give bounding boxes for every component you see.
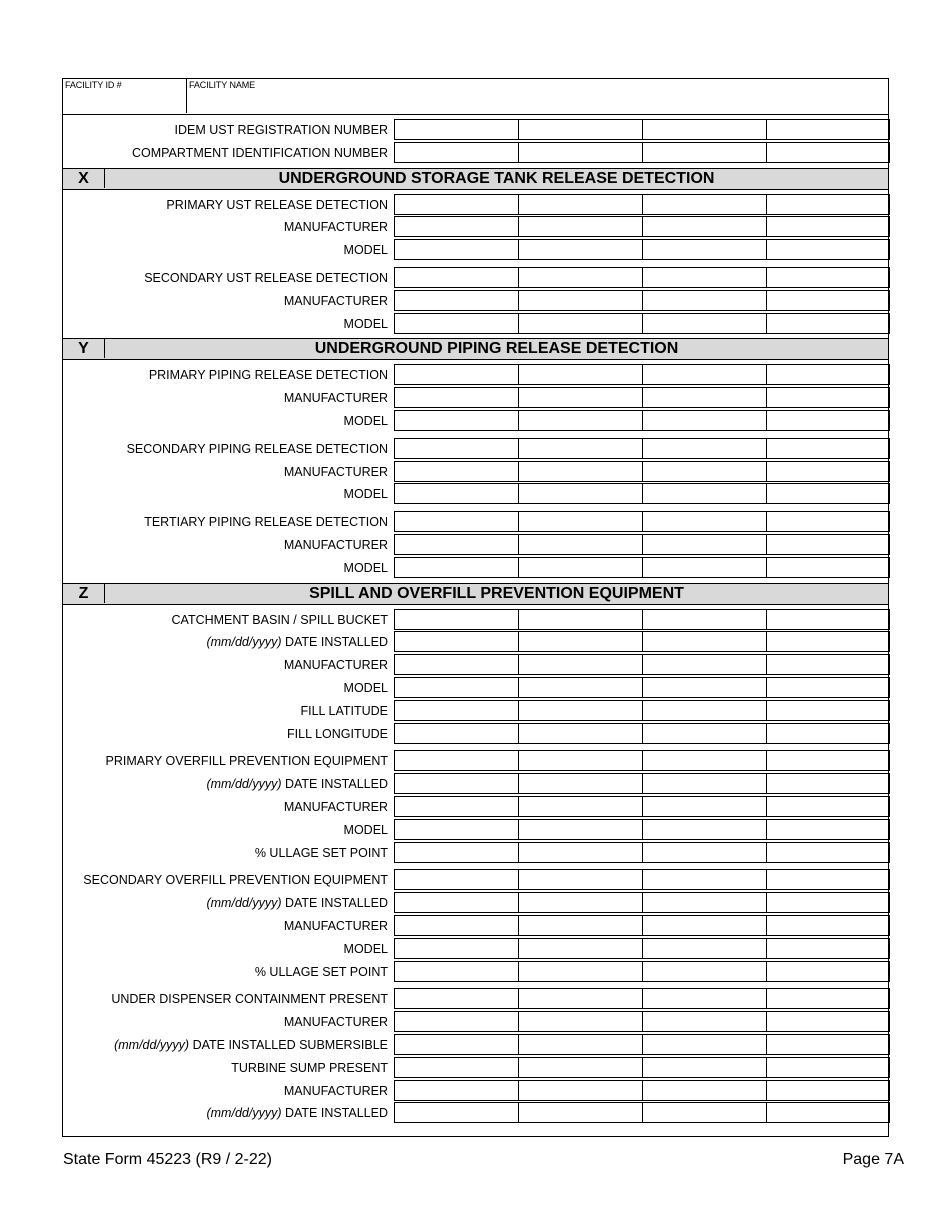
top-row-1-cell-1[interactable] xyxy=(394,119,519,140)
row-z-1-6-cell-3[interactable] xyxy=(642,723,767,744)
row-z-1-5-label xyxy=(300,704,388,718)
row-x-1-1-cell-1[interactable] xyxy=(394,194,519,215)
row-y-1-2-cell-3[interactable] xyxy=(642,387,767,408)
row-z-3-1-cell-1[interactable] xyxy=(394,869,519,890)
row-z-2-5-label xyxy=(255,846,388,860)
row-z-1-5-cell-4[interactable] xyxy=(766,700,890,721)
row-z-1-2-label xyxy=(206,635,388,649)
section-title: UNDERGROUND STORAGE TANK RELEASE DETECTION xyxy=(278,169,715,187)
row-x-1-2-cell-4[interactable] xyxy=(766,216,890,237)
row-z-2-3-cell-3[interactable] xyxy=(642,796,767,817)
row-y-2-1-cell-2[interactable] xyxy=(518,438,643,459)
row-z-4-1-cell-3[interactable] xyxy=(642,988,767,1009)
row-x-1-3-label xyxy=(344,243,388,257)
row-z-4-5-cell-2[interactable] xyxy=(518,1080,643,1101)
row-x-1-3-cell-1[interactable] xyxy=(394,239,519,260)
row-y-1-2-cell-2[interactable] xyxy=(518,387,643,408)
row-x-1-2-text: MANUFACTURER xyxy=(283,220,388,235)
date-format-hint: (mm/dd/yyyy) xyxy=(206,1106,282,1121)
row-x-1-2-cell-3[interactable] xyxy=(642,216,767,237)
row-x-2-1-text: SECONDARY UST RELEASE DETECTION xyxy=(144,271,388,285)
row-z-4-6-cell-1[interactable] xyxy=(394,1102,519,1123)
row-z-1-2-cell-2[interactable] xyxy=(518,631,643,652)
row-z-3-4-cell-2[interactable] xyxy=(518,938,643,959)
row-x-1-1-cell-2[interactable] xyxy=(518,194,643,215)
row-z-4-1-label xyxy=(111,992,388,1006)
row-z-4-4-text: TURBINE SUMP PRESENT xyxy=(231,1060,388,1075)
row-z-1-3-cell-1[interactable] xyxy=(394,654,519,675)
row-z-1-3-label xyxy=(284,658,388,672)
row-x-2-2-cell-2[interactable] xyxy=(518,290,643,311)
row-y-2-2-cell-1[interactable] xyxy=(394,461,519,482)
row-y-1-2-label xyxy=(284,391,388,405)
row-z-1-6-cell-1[interactable] xyxy=(394,723,519,744)
row-x-2-2-cell-1[interactable] xyxy=(394,290,519,311)
page-number: Page 7A xyxy=(842,1151,904,1168)
row-z-1-1-cell-4[interactable] xyxy=(766,609,890,630)
row-z-4-4-label xyxy=(231,1061,388,1075)
row-y-1-1-cell-4[interactable] xyxy=(766,364,890,385)
row-x-1-1-label xyxy=(166,198,388,212)
row-z-1-2-text: DATE INSTALLED xyxy=(281,635,388,650)
row-z-1-6-cell-2[interactable] xyxy=(518,723,643,744)
row-z-3-4-cell-4[interactable] xyxy=(766,938,890,959)
row-y-2-2-cell-3[interactable] xyxy=(642,461,767,482)
row-z-4-5-cell-1[interactable] xyxy=(394,1080,519,1101)
row-z-2-1-label xyxy=(106,754,388,768)
row-y-1-3-cell-1[interactable] xyxy=(394,410,519,431)
row-z-2-4-label xyxy=(344,823,388,837)
row-z-3-1-text: SECONDARY OVERFILL PREVENTION EQUIPMENT xyxy=(83,873,388,888)
row-y-3-3-cell-1[interactable] xyxy=(394,557,519,578)
row-z-4-2-cell-2[interactable] xyxy=(518,1011,643,1032)
row-z-1-5-cell-3[interactable] xyxy=(642,700,767,721)
row-x-2-3-cell-3[interactable] xyxy=(642,313,767,334)
row-z-3-4-label xyxy=(344,942,388,956)
row-x-1-1-cell-3[interactable] xyxy=(642,194,767,215)
top-row-2-cell-3[interactable] xyxy=(642,142,767,163)
row-z-2-4-cell-4[interactable] xyxy=(766,819,890,840)
row-z-3-3-label xyxy=(284,919,388,933)
row-z-1-3-cell-4[interactable] xyxy=(766,654,890,675)
row-z-1-6-text: FILL LONGITUDE xyxy=(287,726,388,741)
row-x-1-2-cell-2[interactable] xyxy=(518,216,643,237)
row-y-2-3-cell-1[interactable] xyxy=(394,483,519,504)
row-z-3-2-cell-4[interactable] xyxy=(766,892,890,913)
row-z-4-3-cell-3[interactable] xyxy=(642,1034,767,1055)
top-row-1-cell-2[interactable] xyxy=(518,119,643,140)
row-z-4-5-text: MANUFACTURER xyxy=(283,1083,388,1098)
row-z-3-2-cell-3[interactable] xyxy=(642,892,767,913)
top-row-2-cell-1[interactable] xyxy=(394,142,519,163)
row-z-4-6-cell-4[interactable] xyxy=(766,1102,890,1123)
row-z-1-3-text: MANUFACTURER xyxy=(283,658,388,673)
row-z-3-4-cell-3[interactable] xyxy=(642,938,767,959)
row-z-1-1-cell-3[interactable] xyxy=(642,609,767,630)
row-z-1-3-cell-2[interactable] xyxy=(518,654,643,675)
row-z-4-6-cell-3[interactable] xyxy=(642,1102,767,1123)
row-y-3-1-label xyxy=(144,515,388,529)
row-z-1-4-cell-3[interactable] xyxy=(642,677,767,698)
row-y-2-2-label xyxy=(284,465,388,479)
row-z-2-1-text: PRIMARY OVERFILL PREVENTION EQUIPMENT xyxy=(105,754,388,769)
facility-header xyxy=(63,79,888,115)
row-y-2-2-text: MANUFACTURER xyxy=(283,464,388,479)
row-z-1-2-cell-4[interactable] xyxy=(766,631,890,652)
row-z-3-5-cell-1[interactable] xyxy=(394,961,519,982)
row-y-1-1-text: PRIMARY PIPING RELEASE DETECTION xyxy=(148,368,388,383)
row-z-1-4-text: MODEL xyxy=(343,681,388,695)
section-title: SPILL AND OVERFILL PREVENTION EQUIPMENT xyxy=(309,584,684,602)
row-z-4-1-cell-1[interactable] xyxy=(394,988,519,1009)
row-y-2-3-cell-3[interactable] xyxy=(642,483,767,504)
row-z-4-4-cell-1[interactable] xyxy=(394,1057,519,1078)
row-x-2-2-label xyxy=(284,294,388,308)
row-z-4-4-cell-4[interactable] xyxy=(766,1057,890,1078)
section-letter: Z xyxy=(63,584,105,603)
row-z-1-4-cell-1[interactable] xyxy=(394,677,519,698)
row-z-1-6-label xyxy=(287,727,388,741)
row-y-1-1-label xyxy=(149,368,388,382)
row-x-2-3-cell-2[interactable] xyxy=(518,313,643,334)
facility-name-label: FACILITY NAME xyxy=(189,80,256,90)
row-z-1-1-text: CATCHMENT BASIN / SPILL BUCKET xyxy=(171,612,388,627)
row-y-3-1-cell-3[interactable] xyxy=(642,511,767,532)
row-y-1-3-cell-2[interactable] xyxy=(518,410,643,431)
row-y-1-1-cell-3[interactable] xyxy=(642,364,767,385)
row-y-3-1-cell-2[interactable] xyxy=(518,511,643,532)
row-z-4-3-label xyxy=(114,1038,388,1052)
row-z-2-3-text: MANUFACTURER xyxy=(283,800,388,814)
row-y-2-2-cell-2[interactable] xyxy=(518,461,643,482)
row-z-1-5-cell-1[interactable] xyxy=(394,700,519,721)
top-row-1-cell-4[interactable] xyxy=(766,119,890,140)
row-z-4-5-label xyxy=(284,1084,388,1098)
top-row-1-cell-3[interactable] xyxy=(642,119,767,140)
row-x-1-3-cell-2[interactable] xyxy=(518,239,643,260)
row-y-1-2-cell-1[interactable] xyxy=(394,387,519,408)
row-z-2-4-cell-3[interactable] xyxy=(642,819,767,840)
row-z-1-1-cell-2[interactable] xyxy=(518,609,643,630)
row-x-1-1-cell-4[interactable] xyxy=(766,194,890,215)
row-z-4-2-label xyxy=(284,1015,388,1029)
row-z-4-4-cell-2[interactable] xyxy=(518,1057,643,1078)
row-z-3-3-text: MANUFACTURER xyxy=(283,919,388,933)
row-z-4-3-cell-4[interactable] xyxy=(766,1034,890,1055)
row-z-4-1-text: UNDER DISPENSER CONTAINMENT PRESENT xyxy=(111,992,388,1007)
row-z-1-2-cell-3[interactable] xyxy=(642,631,767,652)
row-z-4-2-cell-4[interactable] xyxy=(766,1011,890,1032)
row-z-1-1-label xyxy=(172,613,388,627)
top-row-1-label xyxy=(175,123,388,137)
row-x-2-3-text: MODEL xyxy=(343,316,388,331)
row-z-3-3-cell-4[interactable] xyxy=(766,915,890,936)
row-x-1-3-cell-4[interactable] xyxy=(766,239,890,260)
row-y-2-1-cell-3[interactable] xyxy=(642,438,767,459)
row-z-2-1-cell-4[interactable] xyxy=(766,750,890,771)
row-z-4-5-cell-4[interactable] xyxy=(766,1080,890,1101)
row-z-1-4-label xyxy=(344,681,388,695)
form-number: State Form 45223 (R9 / 2-22) xyxy=(63,1151,272,1168)
row-z-2-2-cell-4[interactable] xyxy=(766,773,890,794)
row-z-2-5-cell-2[interactable] xyxy=(518,842,643,863)
row-z-4-2-cell-3[interactable] xyxy=(642,1011,767,1032)
top-row-2-cell-4[interactable] xyxy=(766,142,890,163)
row-x-2-2-text: MANUFACTURER xyxy=(283,293,388,308)
row-z-3-2-cell-2[interactable] xyxy=(518,892,643,913)
section-letter: Y xyxy=(63,339,105,358)
row-x-2-1-cell-4[interactable] xyxy=(766,267,890,288)
row-z-3-2-cell-1[interactable] xyxy=(394,892,519,913)
row-z-2-1-cell-2[interactable] xyxy=(518,750,643,771)
section-header-x xyxy=(63,168,888,190)
row-y-2-1-label xyxy=(127,442,388,456)
row-y-2-1-cell-4[interactable] xyxy=(766,438,890,459)
row-z-2-2-label xyxy=(206,777,388,791)
row-z-4-1-cell-4[interactable] xyxy=(766,988,890,1009)
row-z-4-2-text: MANUFACTURER xyxy=(283,1015,388,1030)
row-z-2-3-label xyxy=(284,800,388,814)
row-y-2-1-text: SECONDARY PIPING RELEASE DETECTION xyxy=(126,441,388,456)
row-x-2-1-cell-2[interactable] xyxy=(518,267,643,288)
row-x-2-3-label xyxy=(344,317,388,331)
row-z-2-1-cell-3[interactable] xyxy=(642,750,767,771)
row-z-3-2-text: DATE INSTALLED xyxy=(281,896,388,911)
row-z-2-4-cell-1[interactable] xyxy=(394,819,519,840)
row-z-2-4-text: MODEL xyxy=(343,822,388,837)
row-y-1-2-text: MANUFACTURER xyxy=(283,391,388,406)
row-x-2-2-cell-4[interactable] xyxy=(766,290,890,311)
row-x-1-1-text: PRIMARY UST RELEASE DETECTION xyxy=(166,197,388,212)
section-letter: X xyxy=(63,169,105,188)
date-format-hint: (mm/dd/yyyy) xyxy=(206,635,282,650)
row-z-2-2-cell-2[interactable] xyxy=(518,773,643,794)
row-z-4-2-cell-1[interactable] xyxy=(394,1011,519,1032)
row-z-4-6-cell-2[interactable] xyxy=(518,1102,643,1123)
row-z-3-1-cell-2[interactable] xyxy=(518,869,643,890)
facility-id-label: FACILITY ID # xyxy=(65,80,122,90)
row-z-2-5-cell-4[interactable] xyxy=(766,842,890,863)
row-z-3-5-label xyxy=(255,965,388,979)
row-z-4-3-cell-1[interactable] xyxy=(394,1034,519,1055)
row-z-2-3-cell-1[interactable] xyxy=(394,796,519,817)
row-z-3-1-cell-4[interactable] xyxy=(766,869,890,890)
row-y-1-2-cell-4[interactable] xyxy=(766,387,890,408)
row-y-1-3-cell-3[interactable] xyxy=(642,410,767,431)
row-z-3-3-cell-3[interactable] xyxy=(642,915,767,936)
row-z-3-5-cell-2[interactable] xyxy=(518,961,643,982)
row-y-3-1-cell-4[interactable] xyxy=(766,511,890,532)
row-y-3-2-cell-4[interactable] xyxy=(766,534,890,555)
row-y-2-3-cell-2[interactable] xyxy=(518,483,643,504)
top-row-1-text: IDEM UST REGISTRATION NUMBER xyxy=(174,123,388,137)
row-z-2-5-cell-3[interactable] xyxy=(642,842,767,863)
row-x-2-1-label xyxy=(144,271,388,285)
row-z-2-5-cell-1[interactable] xyxy=(394,842,519,863)
row-y-3-2-cell-2[interactable] xyxy=(518,534,643,555)
row-z-3-5-cell-3[interactable] xyxy=(642,961,767,982)
date-format-hint: (mm/dd/yyyy) xyxy=(206,777,282,792)
row-y-1-1-cell-1[interactable] xyxy=(394,364,519,385)
row-x-2-2-cell-3[interactable] xyxy=(642,290,767,311)
row-z-1-4-cell-4[interactable] xyxy=(766,677,890,698)
row-y-3-3-cell-4[interactable] xyxy=(766,557,890,578)
row-z-3-3-cell-2[interactable] xyxy=(518,915,643,936)
top-row-2-cell-2[interactable] xyxy=(518,142,643,163)
row-z-1-6-cell-4[interactable] xyxy=(766,723,890,744)
row-y-1-3-text: MODEL xyxy=(343,414,388,428)
row-z-2-2-cell-3[interactable] xyxy=(642,773,767,794)
date-format-hint: (mm/dd/yyyy) xyxy=(206,896,282,911)
row-z-2-5-text: % ULLAGE SET POINT xyxy=(254,845,388,860)
row-z-4-3-text: DATE INSTALLED SUBMERSIBLE xyxy=(189,1038,388,1052)
ust-form-page xyxy=(62,78,889,1137)
row-z-3-5-cell-4[interactable] xyxy=(766,961,890,982)
row-z-4-6-text: DATE INSTALLED xyxy=(281,1106,388,1121)
row-y-2-2-cell-4[interactable] xyxy=(766,461,890,482)
row-z-3-4-cell-1[interactable] xyxy=(394,938,519,959)
row-z-2-4-cell-2[interactable] xyxy=(518,819,643,840)
row-y-1-3-label xyxy=(344,414,388,428)
row-z-4-6-label xyxy=(206,1106,388,1120)
row-y-2-1-cell-1[interactable] xyxy=(394,438,519,459)
row-z-3-3-cell-1[interactable] xyxy=(394,915,519,936)
section-header-y xyxy=(63,338,888,360)
row-z-1-1-cell-1[interactable] xyxy=(394,609,519,630)
row-z-4-1-cell-2[interactable] xyxy=(518,988,643,1009)
row-z-4-3-cell-2[interactable] xyxy=(518,1034,643,1055)
row-y-3-1-cell-1[interactable] xyxy=(394,511,519,532)
row-x-2-1-cell-1[interactable] xyxy=(394,267,519,288)
row-z-3-2-label xyxy=(206,896,388,910)
row-y-3-3-text: MODEL xyxy=(343,560,388,575)
row-x-1-3-text: MODEL xyxy=(343,243,388,258)
section-header-z xyxy=(63,583,888,605)
row-z-2-1-cell-1[interactable] xyxy=(394,750,519,771)
row-y-1-1-cell-2[interactable] xyxy=(518,364,643,385)
row-y-1-3-cell-4[interactable] xyxy=(766,410,890,431)
row-y-3-1-text: TERTIARY PIPING RELEASE DETECTION xyxy=(144,515,388,530)
row-y-3-3-cell-3[interactable] xyxy=(642,557,767,578)
row-z-1-4-cell-2[interactable] xyxy=(518,677,643,698)
row-z-3-5-text: % ULLAGE SET POINT xyxy=(254,964,388,979)
row-y-2-3-label xyxy=(344,487,388,501)
row-y-2-3-text: MODEL xyxy=(343,487,388,502)
row-z-1-3-cell-3[interactable] xyxy=(642,654,767,675)
row-z-2-3-cell-2[interactable] xyxy=(518,796,643,817)
row-x-1-3-cell-3[interactable] xyxy=(642,239,767,260)
row-x-1-2-label xyxy=(284,220,388,234)
row-x-2-3-cell-1[interactable] xyxy=(394,313,519,334)
row-y-3-2-label xyxy=(284,538,388,552)
row-z-2-2-text: DATE INSTALLED xyxy=(281,777,388,792)
row-y-3-2-text: MANUFACTURER xyxy=(283,538,388,552)
header-divider xyxy=(186,79,187,113)
row-z-3-1-cell-3[interactable] xyxy=(642,869,767,890)
row-y-2-3-cell-4[interactable] xyxy=(766,483,890,504)
row-z-1-5-cell-2[interactable] xyxy=(518,700,643,721)
row-y-3-3-label xyxy=(344,561,388,575)
row-y-3-2-cell-1[interactable] xyxy=(394,534,519,555)
row-x-2-3-cell-4[interactable] xyxy=(766,313,890,334)
row-x-2-1-cell-3[interactable] xyxy=(642,267,767,288)
section-title: UNDERGROUND PIPING RELEASE DETECTION xyxy=(314,340,679,358)
row-z-1-2-cell-1[interactable] xyxy=(394,631,519,652)
row-x-1-2-cell-1[interactable] xyxy=(394,216,519,237)
row-z-4-4-cell-3[interactable] xyxy=(642,1057,767,1078)
top-row-2-label xyxy=(132,146,388,160)
row-y-3-2-cell-3[interactable] xyxy=(642,534,767,555)
date-format-hint: (mm/dd/yyyy) xyxy=(114,1038,190,1052)
row-z-4-5-cell-3[interactable] xyxy=(642,1080,767,1101)
row-z-2-2-cell-1[interactable] xyxy=(394,773,519,794)
row-y-3-3-cell-2[interactable] xyxy=(518,557,643,578)
row-z-1-5-text: FILL LATITUDE xyxy=(300,703,388,718)
row-z-2-3-cell-4[interactable] xyxy=(766,796,890,817)
row-z-3-1-label xyxy=(83,873,388,887)
row-z-3-4-text: MODEL xyxy=(343,941,388,956)
top-row-2-text: COMPARTMENT IDENTIFICATION NUMBER xyxy=(131,145,388,160)
